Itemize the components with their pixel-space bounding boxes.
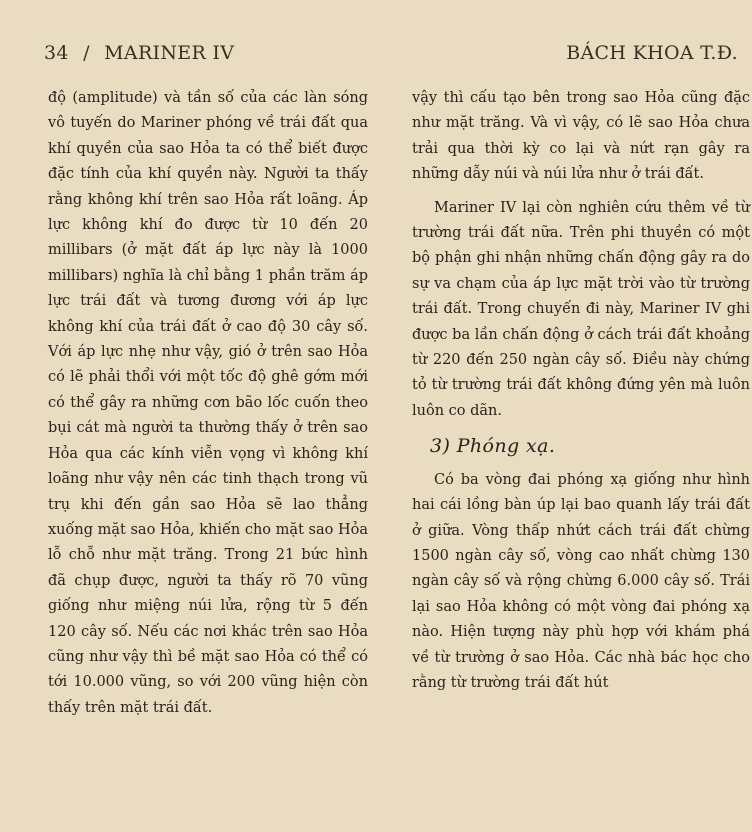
left-paragraph: độ (amplitude) và tần số của các làn sóng vô tuyến do Mariner phóng về trái đất qua khí quyền của sao Hỏa ta có thể biết được đặc tính của khí quyền này. Người ta thấy rằng không khí trên sao Hỏa rất loãng. Áp lực không khí đo được từ 10 đến 20 millibars (ở mặt đất áp lực này là 1000 millibars) nghĩa là chỉ bằng 1 phần trăm áp lực trái đất và tương đương với áp lực không khí của trái đất ở cao độ 30 cây số. Với áp lực nhẹ như vậy, gió ở trên sao Hỏa có lẽ phải thổi với một tốc độ ghê gớm mới có thể gây ra những cơn bão lốc cuốn theo bụi cát mà người ta thường thấy ở trên sao Hỏa qua các kính viễn vọng vì không khí loãng như vậy nên các tinh thạch trong vũ trụ khi đến gần sao Hỏa sẽ lao thẳng xuống mặt sao Hỏa, khiến cho mặt sao Hỏa lỗ chỗ như mặt trăng. Trong 21 bức hình đã chụp được, người ta thấy rõ 70 vũng giống như miệng núi lửa, rộng từ 5 đến 120 cây số. Nếu các nơi khác trên sao Hỏa cũng như vậy thì bề mặt sao Hỏa có thể có tới 10.000 vũng, so với 200 vũng hiện còn thấy trên mặt trái đất. — [48, 90, 368, 716]
running-header — [44, 42, 738, 64]
right-paragraph-2: Mariner IV lại còn nghiên cứu thêm về từ trường trái đất nữa. Trên phi thuyền có một bộ phận ghi nhận những chấn động gây ra do sự va chạm của áp lực mặt trời vào từ trường trái đất. Trong chuyến đi này, Mariner IV ghi được ba lần chấn động ở cách trái đất khoảng từ 220 đến 250 ngàn cây số. Điều này chứng tỏ từ trường trái đất không đứng yên mà luôn luôn co dãn. — [412, 199, 750, 419]
right-paragraph-3: Có ba vòng đai phóng xạ giống như hình hai cái lồng bàn úp lại bao quanh lấy trái đất ở giữa. Vòng thấp nhứt cách trái đất chừng 1500 ngàn cây số, vòng cao nhất chừng 130 ngàn cây số và rộng chừng 6.000 cây số. Trái lại sao Hỏa không có một vòng đai phóng xạ nào. Hiện tượng này phù hợp với khám phá về từ trường ở sao Hỏa. Các nhà bác học cho rằng từ trường trái đất hút — [412, 471, 750, 691]
page-number: 34 — [44, 42, 69, 64]
book-title: MARINER IV — [104, 42, 235, 64]
header-left — [44, 42, 242, 64]
right-column — [412, 86, 750, 696]
header-separator: / — [83, 42, 90, 64]
publication-name: BÁCH KHOA T.Đ. — [566, 42, 738, 64]
left-column — [48, 86, 368, 721]
right-paragraph-1: vậy thì cấu tạo bên trong sao Hỏa cũng đặc như mặt trăng. Và vì vậy, có lẽ sao Hỏa chưa trải qua thời kỳ co lại và nứt rạn gây ra những dẫy núi và núi lửa như ở trái đất. — [412, 90, 750, 183]
section-heading: 3) Phóng xạ. — [430, 435, 556, 458]
